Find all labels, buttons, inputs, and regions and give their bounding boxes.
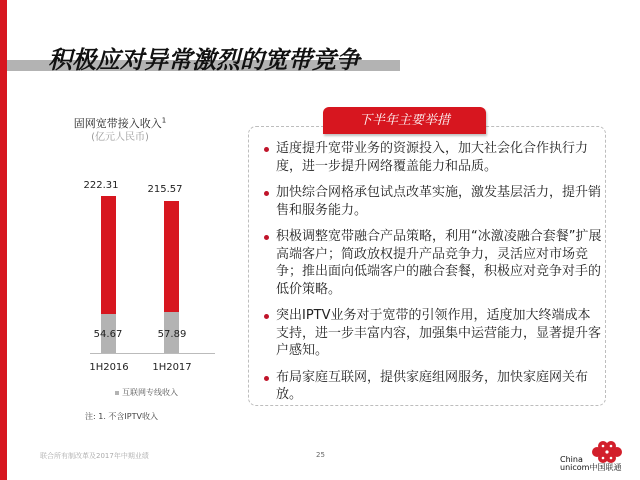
logo-wordmark: [560, 456, 621, 472]
chart-unit: (亿元人民币): [91, 132, 149, 143]
bullet-dot-icon: [264, 147, 269, 152]
legend-label: 互联网专线收入: [122, 388, 178, 397]
footer-text: 联合所有制改革及2017年中期业绩: [40, 452, 149, 460]
bullet-dot-icon: [264, 191, 269, 196]
measures-list: [262, 140, 602, 413]
legend-swatch-grey: [115, 391, 119, 395]
bar-broadband-1h2017: [164, 201, 179, 312]
list-item-text: 布局家庭互联网，提供家庭组网服务，加快家庭网关布放。: [276, 369, 589, 402]
bullet-dot-icon: [264, 235, 269, 240]
list-item: [262, 184, 602, 219]
list-item-text: 适度提升宽带业务的资源投入，加大社会化合作执行力度，进一步提升网络覆盖能力和品质。: [276, 141, 589, 174]
left-accent-bar: [0, 0, 7, 480]
logo-line-1: China: [560, 455, 583, 464]
measures-panel-header: 下半年主要举措: [323, 107, 486, 134]
x-axis-line: [90, 353, 215, 354]
logo-line-2: unicom中国联通: [560, 463, 622, 472]
chart-legend: [115, 387, 178, 398]
list-item-text: 积极调整宽带融合产品策略，利用“冰激凌融合套餐”扩展高端客户；简政放权提升产品竞争力，灵活应对市场竞争；推出面向低端客户的融合套餐，积极应对竞争对手的低价策略。: [276, 229, 602, 297]
bullet-dot-icon: [264, 376, 269, 381]
list-item: [262, 140, 602, 175]
x-tick-1h2017: 1H2017: [152, 362, 192, 373]
list-item: [262, 228, 602, 298]
list-item: [262, 307, 602, 360]
bar-label-top-1h2017: 215.57: [147, 184, 183, 195]
list-item: [262, 369, 602, 404]
bar-label-bottom-1h2017: 57.89: [157, 329, 187, 340]
bullet-dot-icon: [264, 314, 269, 319]
bar-label-top-1h2016: 222.31: [83, 180, 119, 191]
x-tick-1h2016: 1H2016: [89, 362, 129, 373]
bar-label-bottom-1h2016: 54.67: [93, 329, 123, 340]
bar-broadband-1h2016: [101, 196, 116, 314]
list-item-text: 加快综合网格承包试点改革实施，激发基层活力，提升销售和服务能力。: [276, 185, 602, 218]
slide-title: 积极应对异常激烈的宽带竞争: [48, 46, 360, 74]
page-number: 25: [316, 451, 325, 459]
footnote-marker: 1: [161, 116, 167, 125]
list-item-text: 突出IPTV业务对于宽带的引领作用，适度加大终端成本支持，进一步丰富内容，加强集中运营能力，显著提升客户感知。: [276, 308, 602, 358]
chart-footnote: 注: 1. 不含IPTV收入: [85, 412, 158, 421]
chart-title-text: 固网宽带接入收入: [73, 117, 162, 130]
